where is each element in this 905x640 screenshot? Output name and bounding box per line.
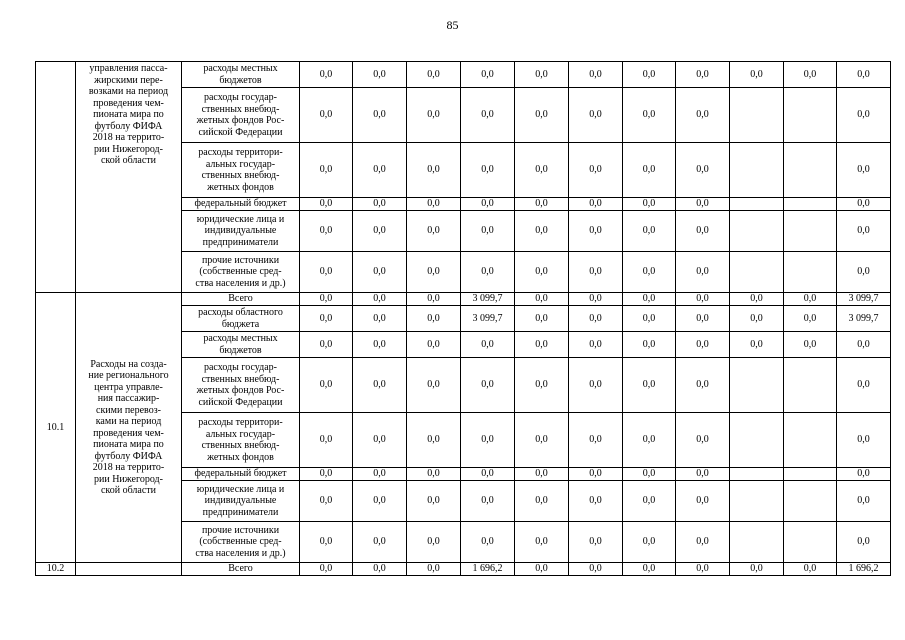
value-cell: 0,0 [569, 62, 623, 88]
value-cell: 0,0 [837, 211, 891, 252]
value-cell: 0,0 [353, 481, 407, 522]
value-cell: 0,0 [569, 332, 623, 358]
funding-source: расходы территори- альных государ- ственных внебюд- жетных фондов [182, 413, 300, 468]
funding-source: расходы территори- альных государ- ственных внебюд- жетных фондов [182, 143, 300, 198]
value-cell: 0,0 [784, 332, 837, 358]
value-cell: 0,0 [461, 62, 515, 88]
measure-description: Расходы на созда- ние регионального центра управле- ния пассажир- скими перевоз- ками на период проведения чем- пионата мира по футболу ФИФА 2018 на террито- рии Нижегород- ской области [76, 293, 182, 563]
value-cell: 0,0 [730, 332, 784, 358]
value-cell: 0,0 [300, 252, 353, 293]
value-cell [730, 211, 784, 252]
value-cell: 0,0 [300, 413, 353, 468]
value-cell: 0,0 [300, 563, 353, 576]
funding-source: расходы государ- ственных внебюд- жетных фондов Рос- сийской Федерации [182, 88, 300, 143]
value-cell: 0,0 [515, 211, 569, 252]
value-cell: 0,0 [407, 252, 461, 293]
value-cell [784, 252, 837, 293]
value-cell: 0,0 [300, 198, 353, 211]
funding-source: расходы государ- ственных внебюд- жетных фондов Рос- сийской Федерации [182, 358, 300, 413]
value-cell: 0,0 [837, 252, 891, 293]
value-cell: 0,0 [353, 62, 407, 88]
value-cell: 0,0 [623, 481, 676, 522]
value-cell: 0,0 [676, 481, 730, 522]
value-cell [730, 252, 784, 293]
value-cell: 0,0 [353, 198, 407, 211]
page-number: 85 [446, 18, 459, 32]
value-cell: 0,0 [300, 481, 353, 522]
value-cell: 0,0 [461, 252, 515, 293]
value-cell: 0,0 [569, 211, 623, 252]
value-cell: 0,0 [407, 358, 461, 413]
value-cell: 0,0 [784, 62, 837, 88]
value-cell: 0,0 [569, 522, 623, 563]
value-cell: 0,0 [461, 198, 515, 211]
value-cell: 0,0 [837, 198, 891, 211]
table-body [36, 62, 891, 576]
row-index: 10.2 [36, 563, 76, 576]
value-cell: 0,0 [730, 306, 784, 332]
value-cell [730, 143, 784, 198]
value-cell [730, 522, 784, 563]
row-index: 10.1 [36, 293, 76, 563]
value-cell: 0,0 [569, 293, 623, 306]
table-row [36, 293, 891, 306]
value-cell: 0,0 [461, 468, 515, 481]
value-cell: 0,0 [623, 522, 676, 563]
value-cell: 0,0 [353, 293, 407, 306]
value-cell: 0,0 [623, 306, 676, 332]
value-cell: 0,0 [407, 211, 461, 252]
value-cell [730, 413, 784, 468]
value-cell: 0,0 [569, 481, 623, 522]
funding-source: Всего [182, 563, 300, 576]
value-cell: 3 099,7 [837, 293, 891, 306]
value-cell: 0,0 [407, 143, 461, 198]
value-cell: 0,0 [461, 88, 515, 143]
value-cell: 0,0 [300, 143, 353, 198]
value-cell: 0,0 [730, 563, 784, 576]
value-cell: 0,0 [515, 198, 569, 211]
value-cell: 0,0 [569, 143, 623, 198]
value-cell: 0,0 [407, 88, 461, 143]
value-cell: 0,0 [515, 332, 569, 358]
table-row [36, 62, 891, 88]
value-cell: 0,0 [353, 468, 407, 481]
value-cell: 0,0 [300, 358, 353, 413]
value-cell: 0,0 [515, 468, 569, 481]
value-cell: 0,0 [569, 198, 623, 211]
value-cell: 0,0 [784, 293, 837, 306]
value-cell: 0,0 [515, 62, 569, 88]
value-cell: 0,0 [461, 211, 515, 252]
value-cell: 0,0 [837, 332, 891, 358]
value-cell: 0,0 [837, 358, 891, 413]
value-cell: 0,0 [515, 293, 569, 306]
value-cell [730, 88, 784, 143]
value-cell: 0,0 [407, 306, 461, 332]
value-cell: 0,0 [676, 332, 730, 358]
value-cell: 0,0 [623, 252, 676, 293]
value-cell: 0,0 [569, 252, 623, 293]
value-cell: 0,0 [353, 563, 407, 576]
value-cell: 0,0 [353, 332, 407, 358]
value-cell: 0,0 [623, 468, 676, 481]
value-cell: 0,0 [461, 413, 515, 468]
budget-table [35, 61, 891, 576]
value-cell: 0,0 [353, 413, 407, 468]
value-cell: 0,0 [515, 413, 569, 468]
funding-source: федеральный бюджет [182, 468, 300, 481]
value-cell: 0,0 [300, 306, 353, 332]
value-cell: 0,0 [300, 293, 353, 306]
value-cell: 0,0 [407, 198, 461, 211]
value-cell: 0,0 [837, 88, 891, 143]
value-cell [784, 198, 837, 211]
value-cell [784, 358, 837, 413]
value-cell [784, 88, 837, 143]
value-cell: 0,0 [676, 563, 730, 576]
value-cell: 0,0 [300, 88, 353, 143]
value-cell: 0,0 [676, 468, 730, 481]
value-cell: 0,0 [730, 62, 784, 88]
value-cell: 0,0 [837, 413, 891, 468]
value-cell: 0,0 [676, 88, 730, 143]
value-cell: 0,0 [569, 413, 623, 468]
value-cell: 0,0 [300, 211, 353, 252]
value-cell: 0,0 [569, 468, 623, 481]
funding-source: расходы местных бюджетов [182, 332, 300, 358]
value-cell: 0,0 [353, 358, 407, 413]
value-cell [784, 413, 837, 468]
value-cell: 0,0 [461, 481, 515, 522]
value-cell: 0,0 [515, 481, 569, 522]
value-cell: 0,0 [730, 293, 784, 306]
value-cell: 0,0 [837, 468, 891, 481]
value-cell: 0,0 [515, 358, 569, 413]
value-cell: 0,0 [461, 143, 515, 198]
value-cell: 0,0 [515, 306, 569, 332]
value-cell: 0,0 [676, 306, 730, 332]
value-cell: 0,0 [515, 88, 569, 143]
value-cell [784, 468, 837, 481]
value-cell [784, 522, 837, 563]
value-cell: 0,0 [407, 62, 461, 88]
value-cell: 0,0 [300, 522, 353, 563]
value-cell: 0,0 [623, 413, 676, 468]
funding-source: прочие источники (собственные сред- ства населения и др.) [182, 522, 300, 563]
row-index [36, 62, 76, 293]
value-cell: 0,0 [569, 563, 623, 576]
value-cell: 0,0 [569, 358, 623, 413]
value-cell: 0,0 [623, 563, 676, 576]
value-cell: 0,0 [623, 211, 676, 252]
value-cell: 0,0 [623, 358, 676, 413]
value-cell: 0,0 [461, 332, 515, 358]
value-cell: 0,0 [353, 306, 407, 332]
table-row [36, 563, 891, 576]
value-cell: 0,0 [623, 293, 676, 306]
value-cell [730, 481, 784, 522]
value-cell: 0,0 [461, 358, 515, 413]
value-cell: 0,0 [784, 563, 837, 576]
value-cell [784, 211, 837, 252]
value-cell: 0,0 [353, 211, 407, 252]
value-cell: 0,0 [623, 198, 676, 211]
funding-source: прочие источники (собственные сред- ства населения и др.) [182, 252, 300, 293]
value-cell: 0,0 [676, 358, 730, 413]
value-cell: 0,0 [623, 143, 676, 198]
value-cell: 0,0 [515, 522, 569, 563]
funding-source: юридические лица и индивидуальные предприниматели [182, 211, 300, 252]
value-cell: 0,0 [407, 293, 461, 306]
value-cell [784, 481, 837, 522]
value-cell: 0,0 [676, 198, 730, 211]
value-cell: 0,0 [300, 332, 353, 358]
value-cell: 3 099,7 [837, 306, 891, 332]
value-cell: 1 696,2 [837, 563, 891, 576]
value-cell [730, 468, 784, 481]
value-cell: 0,0 [676, 252, 730, 293]
value-cell [730, 198, 784, 211]
value-cell: 0,0 [784, 306, 837, 332]
value-cell [730, 358, 784, 413]
value-cell: 0,0 [407, 413, 461, 468]
value-cell: 0,0 [407, 481, 461, 522]
value-cell: 0,0 [515, 143, 569, 198]
value-cell: 0,0 [676, 211, 730, 252]
measure-description: управления пасса- жирскими пере- возками на период проведения чем- пионата мира по футболу ФИФА 2018 на террито- рии Нижегород- ской области [76, 62, 182, 293]
value-cell: 0,0 [353, 143, 407, 198]
value-cell: 0,0 [569, 306, 623, 332]
funding-source: федеральный бюджет [182, 198, 300, 211]
value-cell: 0,0 [407, 522, 461, 563]
value-cell: 1 696,2 [461, 563, 515, 576]
funding-source: Всего [182, 293, 300, 306]
value-cell: 0,0 [515, 252, 569, 293]
value-cell: 0,0 [676, 62, 730, 88]
value-cell: 0,0 [623, 88, 676, 143]
value-cell: 0,0 [623, 332, 676, 358]
value-cell: 0,0 [676, 522, 730, 563]
value-cell: 0,0 [407, 563, 461, 576]
value-cell: 3 099,7 [461, 306, 515, 332]
value-cell: 3 099,7 [461, 293, 515, 306]
value-cell: 0,0 [676, 293, 730, 306]
value-cell: 0,0 [300, 62, 353, 88]
value-cell: 0,0 [407, 468, 461, 481]
value-cell: 0,0 [676, 413, 730, 468]
value-cell: 0,0 [515, 563, 569, 576]
funding-source: расходы местных бюджетов [182, 62, 300, 88]
value-cell: 0,0 [353, 252, 407, 293]
funding-source: расходы областного бюджета [182, 306, 300, 332]
value-cell: 0,0 [407, 332, 461, 358]
value-cell: 0,0 [461, 522, 515, 563]
value-cell: 0,0 [353, 88, 407, 143]
value-cell: 0,0 [569, 88, 623, 143]
value-cell: 0,0 [623, 62, 676, 88]
measure-description [76, 563, 182, 576]
value-cell: 0,0 [300, 468, 353, 481]
value-cell: 0,0 [837, 143, 891, 198]
value-cell: 0,0 [837, 522, 891, 563]
value-cell: 0,0 [837, 481, 891, 522]
funding-source: юридические лица и индивидуальные предприниматели [182, 481, 300, 522]
value-cell: 0,0 [353, 522, 407, 563]
value-cell [784, 143, 837, 198]
value-cell: 0,0 [837, 62, 891, 88]
value-cell: 0,0 [676, 143, 730, 198]
